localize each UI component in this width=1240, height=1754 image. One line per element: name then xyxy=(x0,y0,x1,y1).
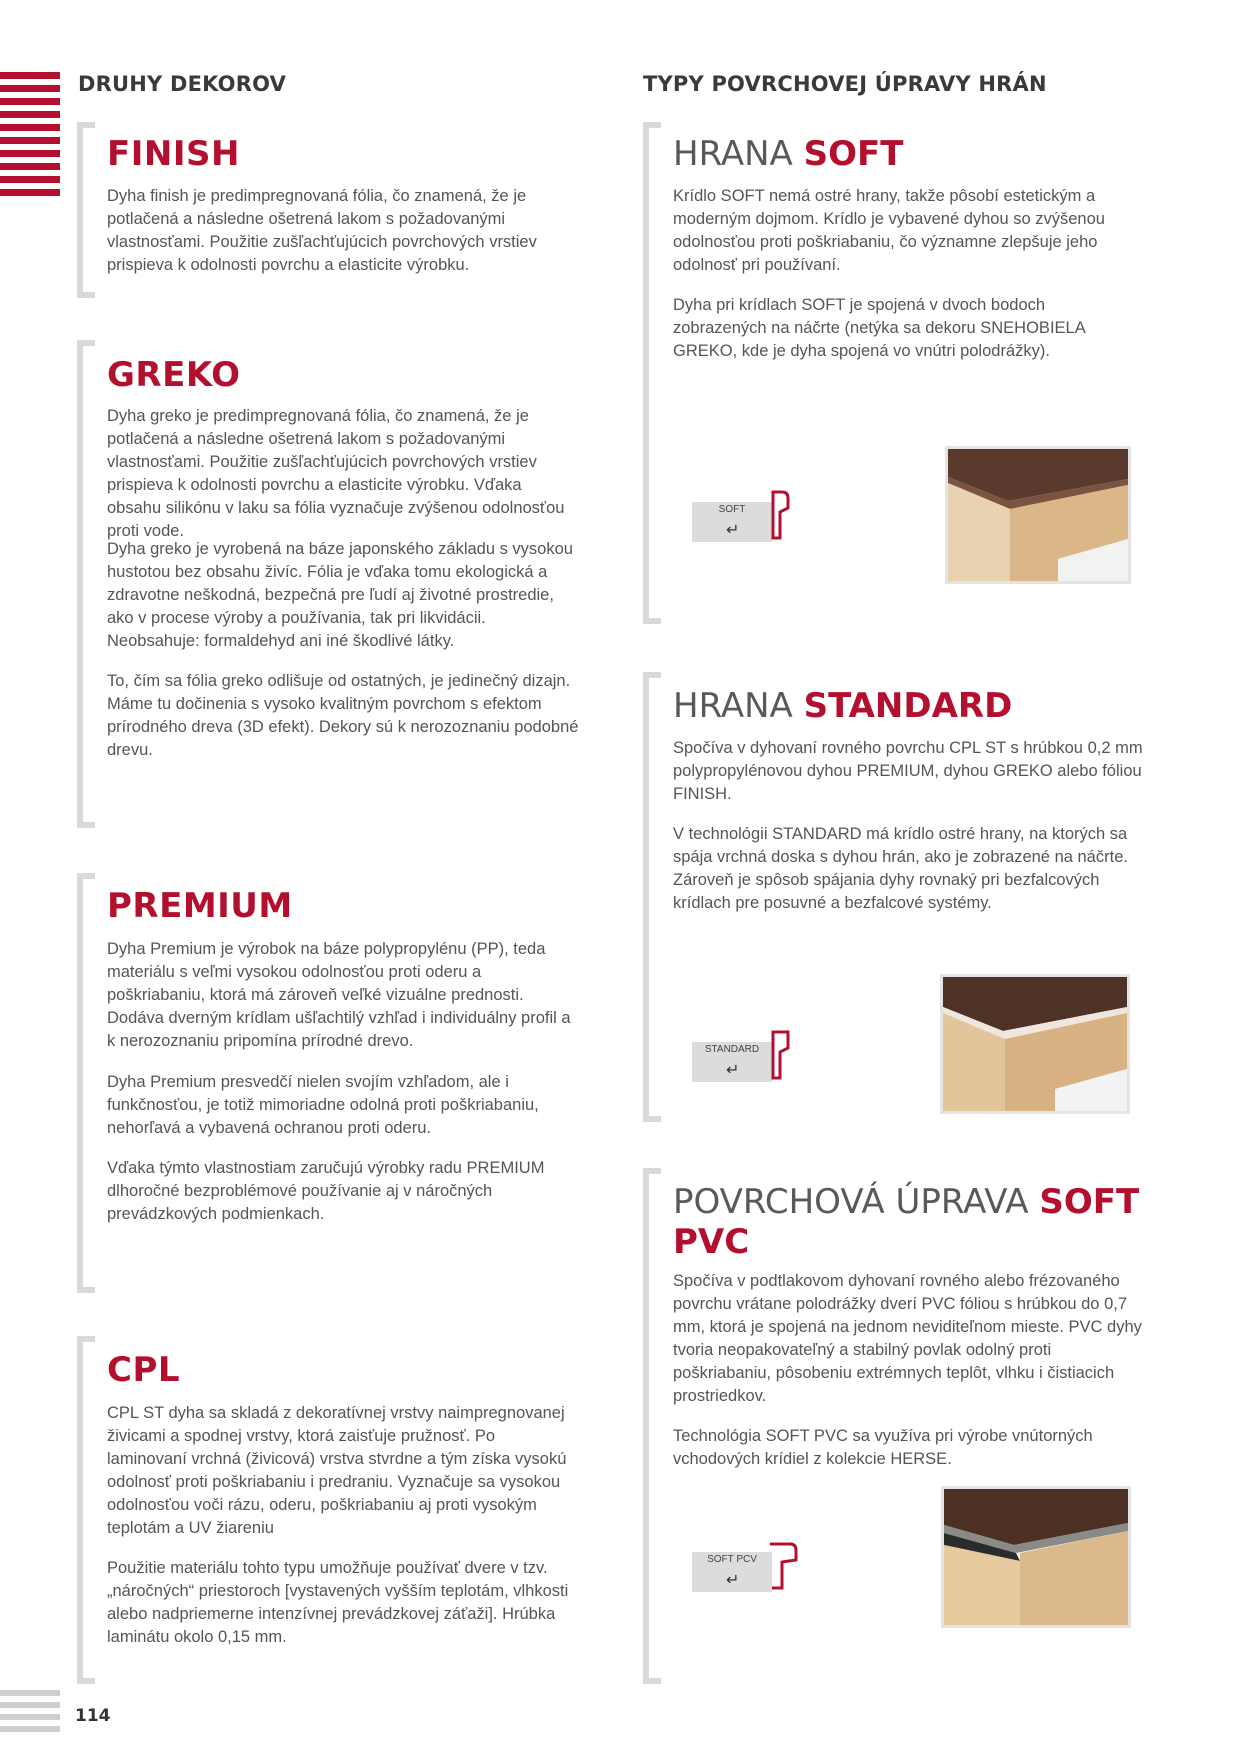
section-bracket xyxy=(643,672,661,1122)
cpl-paragraph-2: Použitie materiálu tohto typu umožňuje používať dvere v tzv. „náročných“ priestoroch [vystavených vyšším teplotám, vlhkosti alebo nadpriemerne intenzívnej prevádzkovej záťaži]. Hrúbka laminátu okolo 0,15 mm. xyxy=(107,1559,569,1646)
section-bracket xyxy=(77,1336,95,1684)
decorative-red-stripes xyxy=(0,72,60,202)
soft-pvc-title-light: POVRCHOVÁ ÚPRAVA xyxy=(673,1182,1040,1222)
section-bracket xyxy=(643,122,661,624)
section-bracket xyxy=(77,873,95,1293)
hrana-standard-title-light: HRANA xyxy=(673,686,804,726)
corner-arrow-icon: ↵ xyxy=(726,1572,740,1589)
corner-arrow-icon: ↵ xyxy=(726,1062,740,1079)
decorative-grey-stripes xyxy=(0,1690,60,1738)
standard-edge-profile-icon xyxy=(770,1030,792,1080)
section-bracket xyxy=(77,122,95,298)
premium-paragraph-2: Dyha Premium presvedčí nielen svojím vzhľadom, ale i funkčnosťou, je totiž mimoriadne odolná proti poškriabaniu, nehorľavá a vybavená ochranou proti oderu. xyxy=(107,1073,539,1137)
soft-edge-diagram xyxy=(692,490,792,550)
premium-paragraph-3: Vďaka týmto vlastnostiam zaručujú výrobky radu PREMIUM dlhoročné bezproblémové používanie aj v náročných prevádzkových podmienkach. xyxy=(107,1159,545,1223)
page-number: 114 xyxy=(75,1706,111,1726)
greko-title: GREKO xyxy=(107,355,241,395)
soft-pvc-title-bold-2: PVC xyxy=(673,1222,750,1262)
greko-paragraph-1: Dyha greko je predimpregnovaná fólia, čo znamená, že je potlačená a následne ošetrená lakom s požadovanými vlastnosťami. Použitie zušľachťujúcich povrchových vrstiev prispieva k odolnosti povrchu a elasticite výrobku. Vďaka obsahu silikónu v laku sa fólia vyznačuje zvýšenou odolnosťou proti vode. xyxy=(107,407,565,540)
soft-pvc-diagram-label: SOFT PCV xyxy=(707,1554,757,1565)
finish-title: FINISH xyxy=(107,134,240,174)
section-bracket xyxy=(77,340,95,828)
corner-arrow-icon: ↵ xyxy=(726,522,740,539)
greko-paragraph-3: To, čím sa fólia greko odlišuje od ostatných, je jedinečný dizajn. Máme tu dočinenia s vysoko kvalitným povrchom s efektom prírodného dreva (3D efekt). Dekory sú k nerozoznaniu podobné drevu. xyxy=(107,672,579,759)
soft-pvc-edge-photo xyxy=(941,1486,1131,1628)
standard-diagram-label: STANDARD xyxy=(704,1044,760,1055)
hrana-standard-paragraph-2: V technológii STANDARD má krídlo ostré hrany, na ktorých sa spája vrchná doska s dyhou hrán, ako je zobrazené na náčrte. Zároveň je spôsob spájania dyhy rovnaký pri bezfalcových krídlach pre posuvné a bezfalcové systémy. xyxy=(673,825,1128,912)
soft-edge-profile-icon xyxy=(770,490,792,540)
hrana-soft-title-bold: SOFT xyxy=(803,134,904,174)
left-column-heading: DRUHY DEKOROV xyxy=(78,72,287,96)
hrana-soft-paragraph-2: Dyha pri krídlach SOFT je spojená v dvoch bodoch zobrazených na náčrte (netýka sa dekoru SNEHOBIELA GREKO, kde je dyha spojená vo vnútri polodrážky). xyxy=(673,296,1085,360)
hrana-standard-title-bold: STANDARD xyxy=(803,686,1013,726)
soft-diagram-label: SOFT xyxy=(718,504,746,515)
hrana-standard-paragraph-1: Spočíva v dyhovaní rovného povrchu CPL ST s hrúbkou 0,2 mm polypropylénovou dyhou PREMIUM, dyhou GREKO alebo fóliou FINISH. xyxy=(673,739,1143,803)
soft-pvc-paragraph-2: Technológia SOFT PVC sa využíva pri výrobe vnútorných vchodových krídiel z kolekcie HERSE. xyxy=(673,1427,1093,1468)
soft-pvc-title xyxy=(673,1182,1143,1262)
right-column-heading: TYPY POVRCHOVEJ ÚPRAVY HRÁN xyxy=(643,72,1047,96)
hrana-soft-title-light: HRANA xyxy=(673,134,804,174)
standard-edge-photo xyxy=(940,974,1130,1114)
hrana-standard-title xyxy=(673,686,1012,726)
premium-title: PREMIUM xyxy=(107,886,293,926)
section-bracket xyxy=(643,1168,661,1684)
soft-pvc-edge-diagram xyxy=(692,1540,792,1600)
hrana-soft-title xyxy=(673,134,903,174)
greko-paragraph-2: Dyha greko je vyrobená na báze japonského základu s vysokou hustotou bez obsahu živíc. Fólia je vďaka tomu ekologická a zdravotne neškodná, bezpečná pre ľudí aj životné prostredie, ako v procese výroby a používania, tak pri likvidácii. Neobsahuje: formaldehyd ani iné škodlivé látky. xyxy=(107,540,573,650)
soft-pvc-edge-profile-icon xyxy=(770,1540,800,1590)
hrana-soft-paragraph-1: Krídlo SOFT nemá ostré hrany, takže pôsobí estetickým a moderným dojmom. Krídlo je vybavené dyhou so zvýšenou odolnosťou proti poškriabaniu, čo významne zlepšuje jeho odolnosť pri používaní. xyxy=(673,187,1105,274)
cpl-title: CPL xyxy=(107,1350,181,1390)
finish-paragraph-1: Dyha finish je predimpregnovaná fólia, čo znamená, že je potlačená a následne ošetrená lakom s požadovanými vlastnosťami. Použitie zušľachťujúcich povrchových vrstiev prispieva k odolnosti povrchu a elasticite výrobku. xyxy=(107,187,537,274)
standard-edge-diagram xyxy=(692,1030,792,1090)
cpl-paragraph-1: CPL ST dyha sa skladá z dekoratívnej vrstvy naimpregnovanej živicami a spodnej vrstvy, ktorá zaisťuje pružnosť. Po laminovaní vrchná (živicová) vrstva stvrdne a tým získa vysokú odolnosť proti poškriabaniu i predraniu. Vyznačuje sa vysokou odolnosťou voči rázu, oderu, poškriabaniu aj proti vysokým teplotám a UV žiareniu xyxy=(107,1404,567,1537)
soft-pvc-title-bold: SOFT xyxy=(1039,1182,1140,1222)
soft-pvc-paragraph-1: Spočíva v podtlakovom dyhovaní rovného alebo frézovaného povrchu vrátane polodrážky dverí PVC fóliou s hrúbkou do 0,7 mm, ktorá je spojená na jednom neviditeľnom mieste. PVC dyhy tvoria neopakovateľný a stabilný povlak odolný proti poškriabaniu, pôsobeniu extrémnych teplôt, vlhku i čistiacich prostriedkov. xyxy=(673,1272,1142,1405)
soft-edge-photo xyxy=(945,446,1131,584)
premium-paragraph-1: Dyha Premium je výrobok na báze polypropylénu (PP), teda materiálu s veľmi vysokou odolnosťou proti oderu a poškriabaniu, ktorá má zároveň veľké vizuálne prednosti. Dodáva dverným krídlam ušľachtilý vzhľad i individuálny profil a k nerozoznaniu pripomína prírodné drevo. xyxy=(107,940,571,1050)
